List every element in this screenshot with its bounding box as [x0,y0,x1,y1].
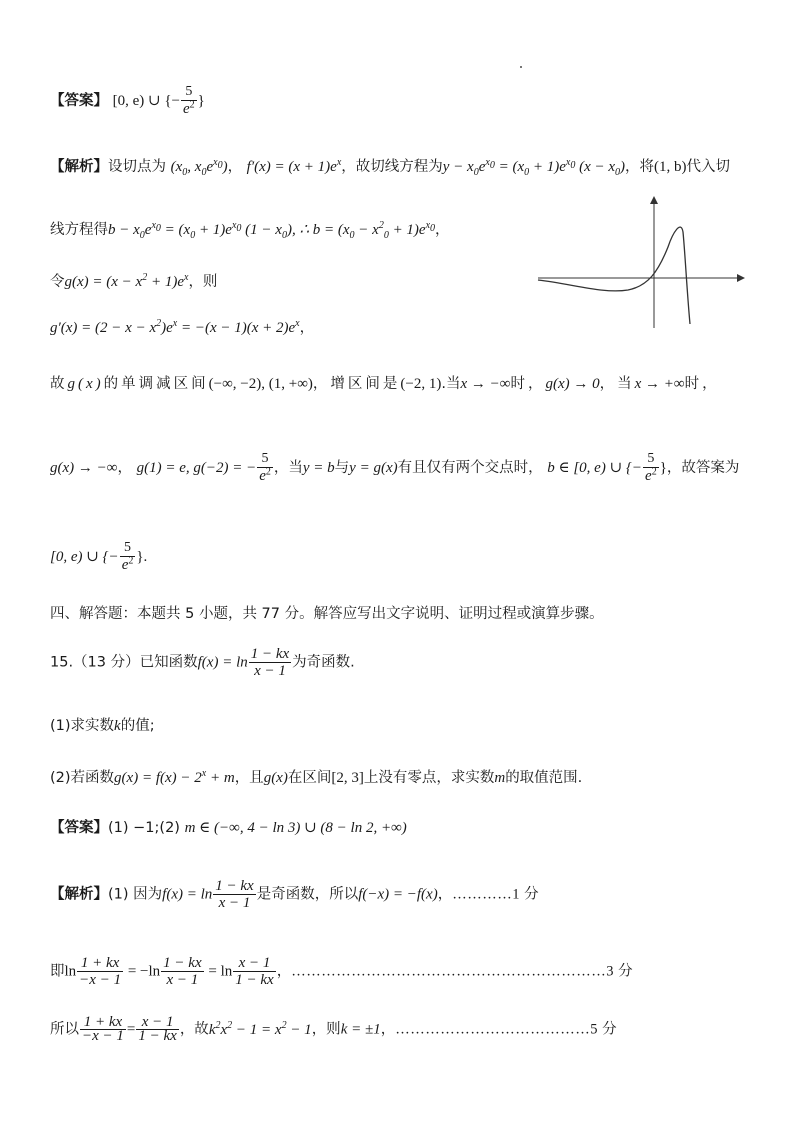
x-axis [538,274,745,282]
q15-analysis-step1: 【解析】(1) 因为f(x) = ln $\frac{1 - kx}{x - 1}$ 是奇函数，所以f(−x) = −f(x)，…………1 分 [50,878,540,911]
answer-set-open: [0, e) ∪ {− [112,93,180,109]
q15-part2: (2)若函数$g(x) = f(x) - 2^x + m$，且g(x)在区间[2, 3]上没有零点，求实数m的取值范围. [50,768,583,786]
function-graph [533,192,748,332]
analysis-line-7: [0, e) ∪ {− $\frac{5}{e^2}$ }. [50,540,148,573]
analysis-line-2: 线方程得$b - x_0e^{x_0} = (x_0 + 1)e^{x_0}$ $(1 - x_0)$, ∴ $b = (x_0 - x^2_0 + 1)e^{x_0}$， [50,220,450,241]
analysis-line-4: $g'(x) = (2 - x - x^2)e^x = -(x - 1)(x + 2)e^x$， [50,318,315,336]
section-heading: 四、解答题：本题共 5 小题，共 77 分。解答应写出文字说明、证明过程或演算步骤。 [50,606,604,622]
y-axis [650,196,658,328]
analysis-line-1: 【解析】设切点为 ($x_0$, $x_0e^{x_0}$)， $f'(x) = (x + 1)e^x$，故切线方程为$y - x_0e^{x_0} = (x_0 + 1)e^{x_0}$ $(x - x_0)$，将(1, b)代入切 [50,157,731,178]
q15-part1: (1)求实数k的值; [50,718,155,734]
speck [520,66,522,68]
q15-analysis-step2: 即ln $\frac{1 + kx}{-x - 1}$ = −ln $\frac{1 - kx}{x - 1}$ = ln $\frac{x - 1}{1 - kx}$ ，………………………………………………………3 分 [50,955,634,988]
q15-stem: 15.（13 分）已知函数f(x) = ln $\frac{1 - kx}{x - 1}$ 为奇函数. [50,646,355,679]
q15-answer: 【答案】(1) −1;(2) m ∈ (−∞, 4 − ln 3) ∪ (8 − ln 2, +∞) [50,820,407,836]
q15-analysis-step3: 所以 $\frac{1 + kx}{-x - 1}$ = $\frac{x - 1}{1 - kx}$ ，故$k^2x^2 - 1 = x^2 - 1$，则k = ±1，…………………………………5 分 [50,1014,618,1044]
analysis-line-6: g(x) → −∞， g(1) = e, g(−2) = − $\frac{5}{e^2}$ ，当y = b与y = g(x)有且仅有两个交点时， b ∈ [0, e) ∪ {− $\frac{5}{e^2}$ }，故答案为 [50,451,740,484]
answer-label: 【答案】 [50,93,108,109]
analysis-line-3: 令$g(x) = (x - x^2 + 1)e^x$，则 [50,272,218,290]
answer-line: 【答案】 [0, e) ∪ {− $\frac{5}{e^2}$ } [50,84,205,117]
curve [538,227,690,324]
analysis-line-5: 故g(x)的单调减区间(−∞, −2), (1, +∞)，增区间是(−2, 1).当x → −∞时，g(x) → 0，当x → +∞时， [50,376,720,392]
answer-fraction: $\frac{5}{e^2}$ [183,84,195,117]
